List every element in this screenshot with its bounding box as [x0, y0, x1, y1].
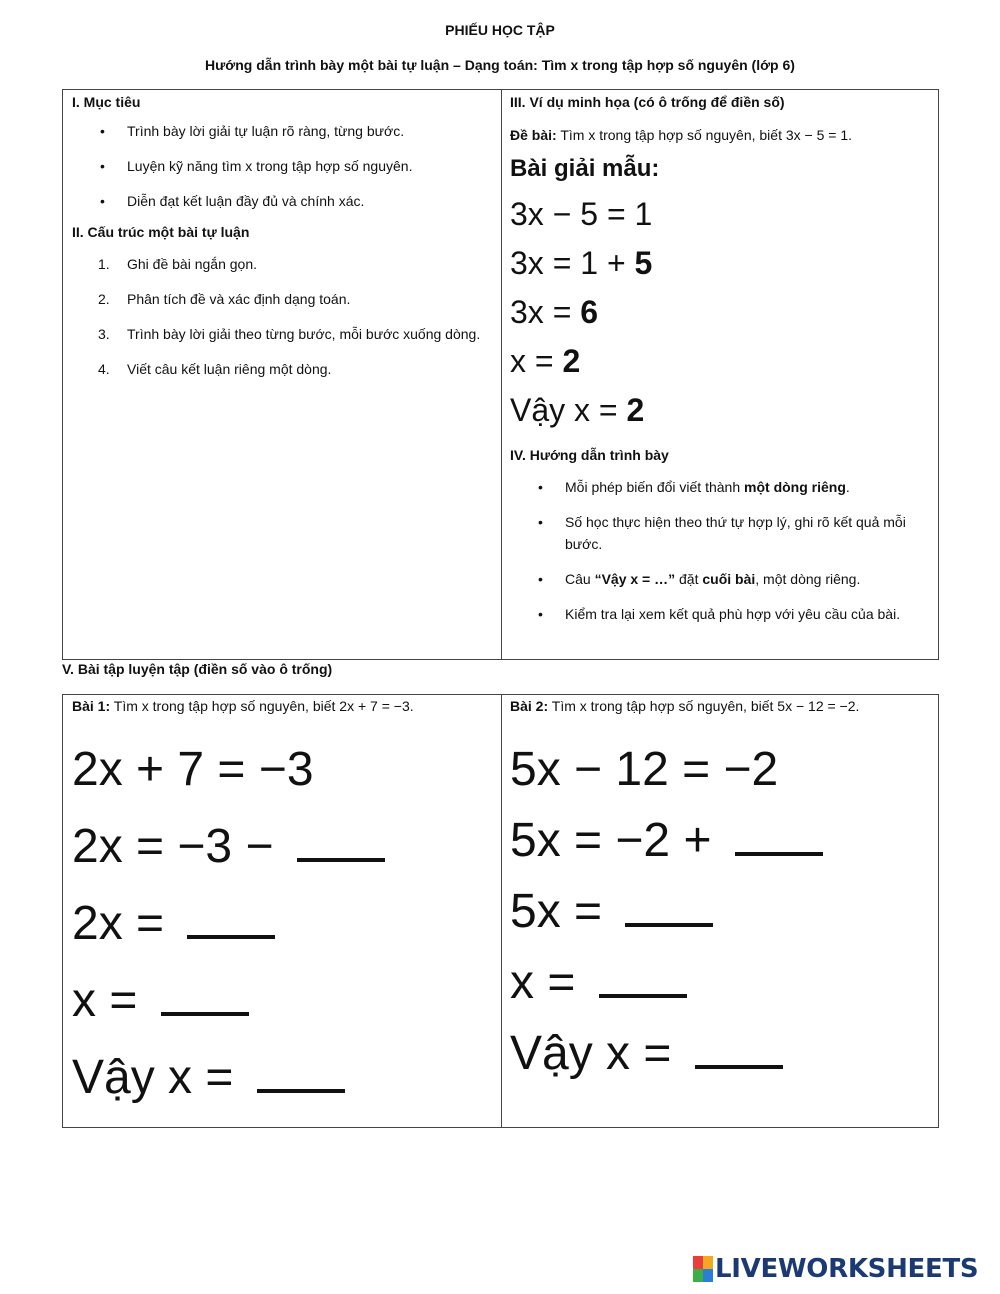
answer-blank[interactable] — [297, 823, 385, 862]
exercise-1-prompt: Bài 1: Tìm x trong tập hợp số nguyên, biết 2x + 7 = −3. — [72, 698, 414, 714]
example-problem: Đề bài: Tìm x trong tập hợp số nguyên, biết 3x − 5 = 1. — [510, 127, 853, 143]
solution-line: Vậy x = 2 — [510, 392, 645, 428]
answer-blank[interactable] — [695, 1030, 783, 1069]
exercise-2-prompt: Bài 2: Tìm x trong tập hợp số nguyên, biết 5x − 12 = −2. — [510, 698, 860, 714]
right-column — [510, 94, 935, 625]
exercise-line: 2x = −3 − — [72, 808, 492, 885]
guideline-list — [510, 476, 935, 625]
list-item: 2. Phân tích đề và xác định dạng toán. — [98, 291, 351, 307]
list-item: 4. Viết câu kết luận riêng một dòng. — [98, 361, 332, 377]
exercise-1 — [72, 697, 492, 1116]
answer-blank[interactable] — [625, 888, 713, 927]
left-column — [72, 94, 492, 380]
worksheet-subtitle: Hướng dẫn trình bày một bài tự luận – Dạng toán: Tìm x trong tập hợp số nguyên (lớp 6) — [205, 57, 795, 73]
exercise-line: 2x = — [72, 885, 492, 962]
exercise-2 — [510, 697, 935, 1089]
exercise-line: 5x − 12 = −2 — [510, 743, 779, 796]
solution-steps — [510, 190, 935, 435]
answer-blank[interactable] — [187, 900, 275, 939]
exercise-1-steps — [72, 731, 492, 1116]
logo-mark-icon — [693, 1256, 713, 1282]
worksheet-title: PHIẾU HỌC TẬP — [445, 22, 555, 38]
list-item: • Diễn đạt kết luận đầy đủ và chính xác. — [72, 190, 492, 212]
solution-line: x = 2 — [510, 343, 581, 379]
section-3-heading: III. Ví dụ minh họa (có ô trống để điền số) — [510, 94, 785, 110]
section-2-heading: II. Cấu trúc một bài tự luận — [72, 224, 250, 240]
exercise-line: 2x + 7 = −3 — [72, 743, 314, 796]
answer-blank[interactable] — [257, 1054, 345, 1093]
solution-line: 3x = 1 + 5 — [510, 245, 653, 281]
exercise-line: Vậy x = — [510, 1018, 935, 1089]
objectives-list — [72, 120, 492, 212]
answer-blank[interactable] — [735, 817, 823, 856]
exercise-line: x = — [510, 947, 935, 1018]
theory-table — [62, 89, 939, 660]
answer-blank[interactable] — [161, 977, 249, 1016]
section-1-heading: I. Mục tiêu — [72, 94, 141, 110]
list-item: 3. Trình bày lời giải theo từng bước, mỗi bước xuống dòng. — [98, 326, 481, 342]
exercise-line: 5x = — [510, 876, 935, 947]
list-item: • Mỗi phép biến đổi viết thành một dòng riêng. — [510, 476, 935, 498]
list-item: • Trình bày lời giải tự luận rõ ràng, từng bước. — [72, 120, 492, 142]
liveworksheets-logo — [693, 1254, 978, 1284]
section-4-heading: IV. Hướng dẫn trình bày — [510, 447, 669, 463]
list-item: • Số học thực hiện theo thứ tự hợp lý, ghi rõ kết quả mỗi bước. — [510, 511, 935, 555]
logo-text: LIVEWORKSHEETS — [715, 1254, 979, 1284]
exercise-line: x = — [72, 962, 492, 1039]
list-item: • Kiểm tra lại xem kết quả phù hợp với yêu cầu của bài. — [510, 603, 935, 625]
solution-heading: Bài giải mẫu: — [510, 155, 660, 182]
answer-blank[interactable] — [599, 959, 687, 998]
list-item: 1. Ghi đề bài ngắn gọn. — [98, 256, 257, 272]
list-item: • Câu “Vậy x = …” đặt cuối bài, một dòng riêng. — [510, 568, 935, 590]
section-5-heading: V. Bài tập luyện tập (điền số vào ô trống) — [62, 661, 333, 677]
exercise-line: Vậy x = — [72, 1039, 492, 1116]
exercise-2-steps — [510, 734, 935, 1089]
structure-list — [72, 253, 492, 380]
column-divider — [501, 90, 502, 659]
exercise-line: 5x = −2 + — [510, 805, 935, 876]
solution-line: 3x − 5 = 1 — [510, 196, 653, 232]
solution-line: 3x = 6 — [510, 294, 599, 330]
column-divider — [501, 695, 502, 1127]
exercise-table — [62, 694, 939, 1128]
list-item: • Luyện kỹ năng tìm x trong tập hợp số nguyên. — [72, 155, 492, 177]
